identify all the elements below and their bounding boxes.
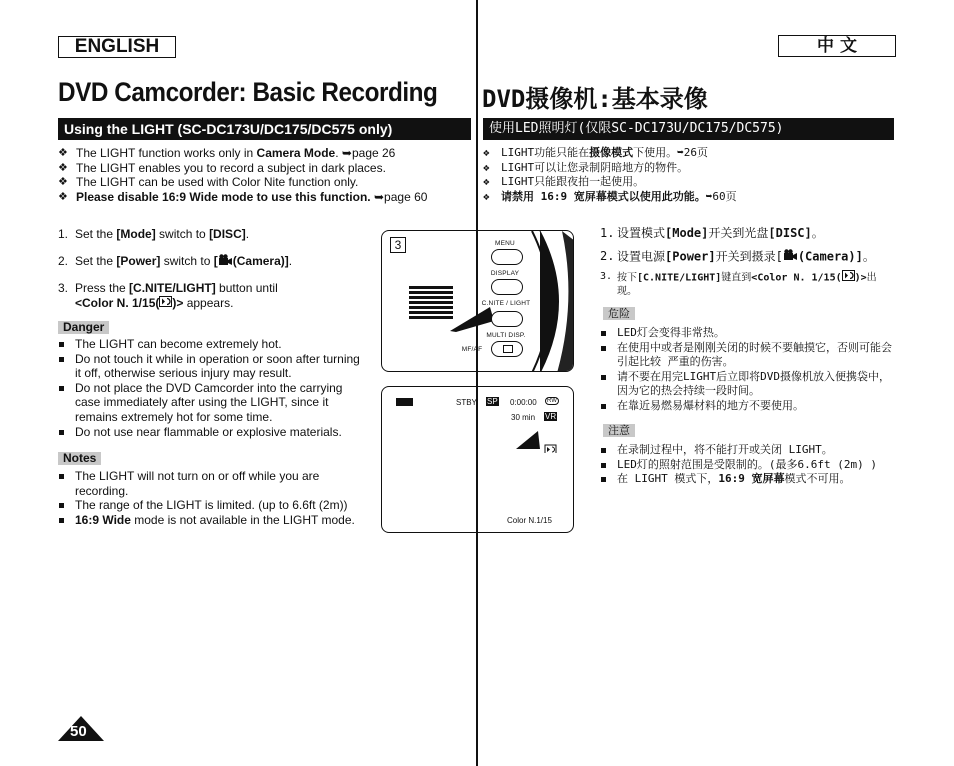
- square-bullet-icon: [601, 477, 606, 482]
- step-item: 1. 设置模式[Mode]开关到光盘[DISC]。: [600, 226, 824, 240]
- note-item: LED灯的照射范围是受限制的。(最多6.6ft (2m) ): [600, 458, 892, 473]
- square-bullet-icon: [601, 463, 606, 468]
- notes-label-zh: 注意: [603, 424, 635, 437]
- page-ref-arrow-icon: ➥: [341, 146, 352, 160]
- danger-item: The LIGHT can become extremely hot.: [58, 337, 368, 352]
- display-button[interactable]: [491, 279, 523, 295]
- multi-disp-button[interactable]: [491, 341, 523, 357]
- note-item: 在录制过程中，将不能打开或关闭 LIGHT。: [600, 443, 892, 458]
- lcd-remaining: 30 min: [511, 413, 536, 422]
- diamond-bullet-icon: ❖: [483, 175, 490, 189]
- square-bullet-icon: [601, 375, 606, 380]
- cnite-light-button-label: C.NITE / LIGHT: [481, 300, 531, 307]
- danger-item: Do not touch it while in operation or soon after turning it off, otherwise serious injury may result.: [58, 352, 368, 381]
- diamond-bullet-icon: ❖: [483, 189, 490, 203]
- bullet-item: ❖ LIGHT功能只能在摄像模式下使用。➥26页: [483, 146, 708, 159]
- diamond-bullet-icon: ❖: [483, 160, 490, 174]
- square-bullet-icon: [59, 342, 64, 347]
- bullet-item: ❖ 请禁用 16:9 宽屏幕模式以使用此功能。➥60页: [483, 189, 737, 203]
- note-item: 16:9 Wide mode is not available in the LIGHT mode.: [58, 513, 368, 528]
- danger-list-en: [58, 337, 368, 439]
- diamond-bullet-icon: ❖: [58, 190, 68, 203]
- multi-disp-button-label: MULTI DISP.: [486, 332, 526, 339]
- diamond-bullet-icon: ❖: [58, 147, 68, 159]
- bullet-item: ❖ The LIGHT can be used with Color Nite function only.: [58, 175, 359, 190]
- color-nite-icon: [842, 270, 855, 285]
- danger-item: Do not use near flammable or explosive materials.: [58, 425, 368, 440]
- camcorder-buttons-figure: [381, 230, 574, 372]
- notes-label-en: Notes: [58, 452, 101, 465]
- notes-list-en: [58, 469, 368, 527]
- page-ref-arrow-icon: ➥: [705, 189, 713, 203]
- cnite-light-button[interactable]: [491, 311, 523, 327]
- column-divider: [476, 0, 478, 766]
- danger-label-zh: 危险: [603, 307, 635, 320]
- danger-label-en: Danger: [58, 321, 109, 334]
- square-bullet-icon: [59, 357, 64, 362]
- square-bullet-icon: [59, 518, 64, 523]
- multi-disp-icon: [503, 345, 513, 353]
- lcd-time: 0:00:00: [510, 398, 537, 407]
- lcd-rw-disc: RW: [547, 398, 557, 404]
- display-button-label: DISPLAY: [490, 270, 520, 277]
- square-bullet-icon: [601, 448, 606, 453]
- lcd-vr: VR: [545, 412, 557, 421]
- lcd-screen-figure: [381, 386, 574, 533]
- danger-item: LED灯会变得非常热。: [600, 326, 892, 341]
- bullet-item: ❖ Please disable 16:9 Wide mode to use this function. ➥page 60: [58, 189, 428, 204]
- step-item: 2. Set the [Power] switch to [ (Camera)].: [58, 253, 293, 268]
- lcd-sp: SP: [487, 397, 498, 406]
- steps-zh: [600, 226, 892, 308]
- section-header-zh: 使用LED照明灯(仅限SC-DC173U/DC175/DC575): [483, 118, 894, 140]
- danger-item: 在使用中或者是刚刚关闭的时候不要触摸它，否则可能会引起比较 严重的伤害。: [600, 341, 892, 370]
- camera-icon: [218, 254, 233, 270]
- menu-button[interactable]: [491, 249, 523, 265]
- page-title-en: DVD Camcorder: Basic Recording: [58, 77, 438, 107]
- battery-icon: [396, 398, 413, 406]
- page-ref-arrow-icon: ➥: [677, 146, 684, 159]
- step-item: 1. Set the [Mode] switch to [DISC].: [58, 227, 250, 241]
- lcd-color-nite: Color N.1/15: [507, 516, 552, 525]
- mf-af-label: MF/AF: [461, 346, 483, 353]
- chinese-label: 中 文: [778, 35, 896, 57]
- note-item: The range of the LIGHT is limited. (up to 6.6ft (2m)): [58, 498, 368, 513]
- danger-list-zh: [600, 326, 892, 414]
- page-ref-arrow-icon: ➥: [373, 189, 385, 204]
- intro-bullets-zh: [483, 146, 893, 204]
- square-bullet-icon: [59, 386, 64, 391]
- bullet-item: ❖ LIGHT只能跟夜拍一起使用。: [483, 175, 645, 189]
- diamond-bullet-icon: ❖: [483, 146, 490, 159]
- menu-button-label: MENU: [495, 240, 515, 247]
- page-title-zh: DVD摄像机:基本录像: [482, 85, 708, 113]
- square-bullet-icon: [601, 346, 606, 351]
- notes-list-zh: [600, 443, 892, 487]
- step-item: 3. Press the [C.NITE/LIGHT] button until <Color N. 1/15( )> appears.: [58, 281, 278, 310]
- danger-item: 在靠近易燃易爆材料的地方不要使用。: [600, 399, 892, 414]
- square-bullet-icon: [601, 404, 606, 409]
- bullet-item: ❖ LIGHT可以让您录制阴暗地方的物件。: [483, 160, 689, 174]
- diamond-bullet-icon: ❖: [58, 176, 68, 189]
- bullet-item: ❖ The LIGHT function works only in Camera Mode. ➥page 26: [58, 146, 396, 160]
- square-bullet-icon: [59, 474, 64, 479]
- step-number-badge: 3: [390, 237, 406, 253]
- page-number: 50: [70, 723, 87, 740]
- bullet-item: ❖ The LIGHT enables you to record a subject in dark places.: [58, 160, 386, 175]
- pointer-arrow-icon: [516, 431, 564, 453]
- english-label: ENGLISH: [58, 36, 176, 58]
- camera-icon: [783, 249, 798, 265]
- step-item: 2. 设置电源[Power]开关到摄录[ (Camera)]。: [600, 248, 875, 263]
- lcd-stby: STBY: [456, 398, 477, 407]
- step-item: 3. 按下[C.NITE/LIGHT]键直到<Color N. 1/15( )>出现。: [600, 271, 877, 298]
- note-item: The LIGHT will not turn on or off while you are recording.: [58, 469, 368, 498]
- square-bullet-icon: [59, 430, 64, 435]
- color-nite-icon: [159, 296, 172, 311]
- diamond-bullet-icon: ❖: [58, 161, 68, 174]
- danger-item: Do not place the DVD Camcorder into the carrying case immediately after using the LIGHT, since it remains extremely hot for some time.: [58, 381, 368, 425]
- danger-item: 请不要在用完LIGHT后立即将DVD摄像机放入便携袋中，因为它的热会持续一段时间。: [600, 370, 892, 399]
- note-item: 在 LIGHT 模式下，16:9 宽屏幕模式不可用。: [600, 472, 892, 487]
- intro-bullets-en: [58, 146, 468, 204]
- steps-en: [58, 227, 368, 321]
- square-bullet-icon: [59, 503, 64, 508]
- section-header-en: Using the LIGHT (SC-DC173U/DC175/DC575 only): [58, 118, 471, 140]
- square-bullet-icon: [601, 331, 606, 336]
